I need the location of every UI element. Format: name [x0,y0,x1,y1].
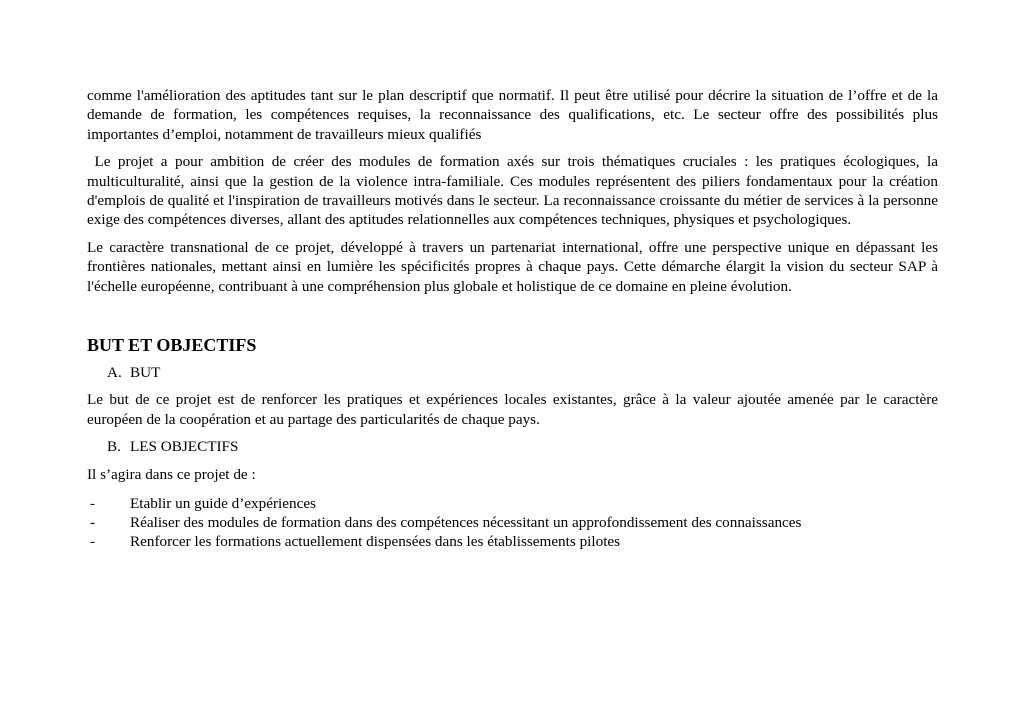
objectives-list [87,494,938,551]
subheading-number: B. [107,438,121,456]
list-item-text: Etablir un guide d’expériences [130,495,316,513]
list-item [87,513,938,532]
dash-bullet: - [90,514,96,532]
subheading-but [87,363,938,382]
paragraph-intro-continuation: comme l'amélioration des aptitudes tant sur le plan descriptif que normatif. Il peut être utilisé pour décrire la situation de l’offre et de la demande de formation, les compétences requises, la reconnaissance des qualifications, etc. Le secteur offre des possibilités plus importantes d’emploi, notamment de travailleurs mieux qualifiés [87,87,938,143]
list-item-text: Réaliser des modules de formation dans des compétences nécessitant un approfondissement des connaissances [130,514,802,532]
list-item [87,494,938,513]
section-heading: BUT ET OBJECTIFS [87,335,257,356]
subheading-objectifs [87,437,938,456]
list-item [87,532,938,551]
document-body [87,86,942,551]
subheading-title: LES OBJECTIFS [130,438,239,456]
objectives-intro: Il s’agira dans ce projet de : [87,465,256,483]
list-item-text: Renforcer les formations actuellement dispensées dans les établissements pilotes [130,533,621,551]
subheading-title: BUT [130,364,161,382]
dash-bullet: - [90,495,96,513]
subheading-number: A. [107,364,122,382]
paragraph-transnational: Le caractère transnational de ce projet, développé à travers un partenariat international, offre une perspective unique en dépassant les frontières nationales, mettant ainsi en lumière les spécificités propres à chaque pays. Cette démarche élargit la vision du secteur SAP à l'échelle européenne, contribuant à une compréhension plus globale et holistique de ce domaine en pleine évolution. [87,238,938,295]
paragraph-but: Le but de ce projet est de renforcer les pratiques et expériences locales existantes, grâce à la valeur ajoutée amenée par le caractère européen de la coopération et au partage des particularités de chaque pays. [87,391,938,428]
dash-bullet: - [90,533,96,551]
paragraph-project-ambition: Le projet a pour ambition de créer des modules de formation axés sur trois thématiques cruciales : les pratiques écologiques, la multiculturalité, ainsi que la gestion de la violence intra-familiale. Ces modules représentent des piliers fondamentaux pour la création d'emplois de qualité et l'inspiration de travailleurs motivés dans le secteur. La reconnaissance croissante du métier de services à la personne exige des compétences diverses, allant des aptitudes relationnelles aux compétences techniques, physiques et psychologiques. [87,153,942,229]
